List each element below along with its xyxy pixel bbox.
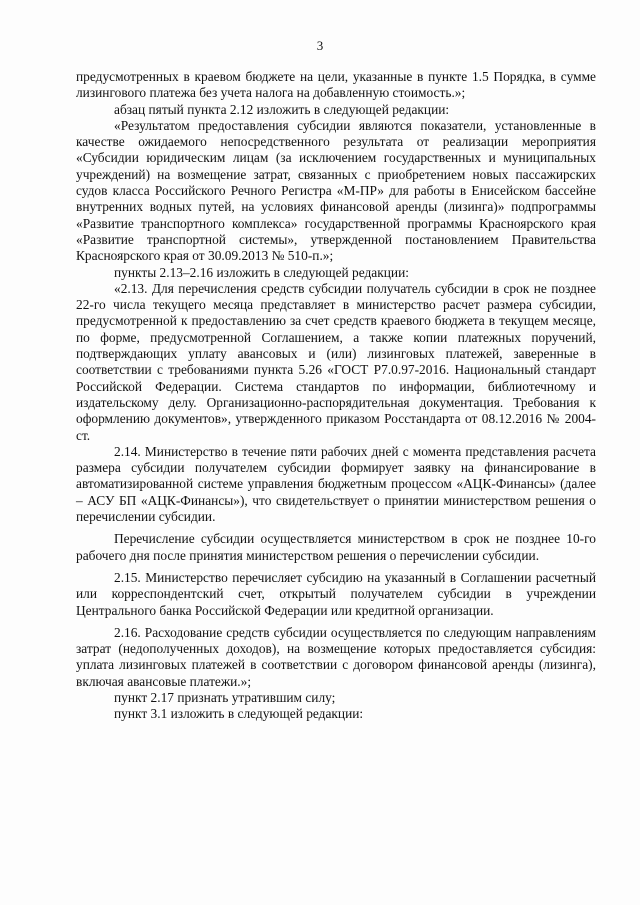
paragraph: пункт 2.17 признать утратившим силу;: [114, 689, 336, 705]
paragraph: предусмотренных в краевом бюджете на цели, указанные в пункте 1.5 Порядка, в сумме лизингового платежа без учета налога на добавленную стоимость.»;: [76, 69, 596, 101]
paragraph: пункты 2.13–2.16 изложить в следующей редакции:: [114, 264, 409, 280]
page-number: 3: [316, 38, 324, 53]
paragraph: Перечисление субсидии осуществляется министерством в срок не позднее 10-го рабочего дня после принятия министерством решения о перечислении субсидии.: [76, 531, 596, 563]
paragraph: «Результатом предоставления субсидии являются показатели, установленные в качестве ожидаемого непосредственного результата от реализации мероприятия «Субсидии юридическим лицам (за исключением государственных и муниципальных учреждений) на возмещение затрат, связанных с приобретением новых пассажирских судов класса Российского Речного Регистра «М-ПР» для работы в Енисейском бассейне внутренних водных путей, на условиях финансовой аренды (лизинга)» подпрограммы «Развитие транспортного комплекса» государственной программы Красноярского края «Развитие транспортной системы», утвержденной постановлением Правительства Красноярского края от 30.09.2013 № 510-п.»;: [76, 117, 596, 264]
paragraph: 2.15. Министерство перечисляет субсидию на указанный в Соглашении расчетный или корреспондентский счет, открытый получателем субсидии в учреждении Центрального банка Российской Федерации или кредитной организации.: [76, 569, 596, 618]
paragraph: «2.13. Для перечисления средств субсидии получатель субсидии в срок не позднее 22-го числа текущего месяца представляет в министерство расчет размера субсидии, предусмотренной к предоставлению за счет средств краевого бюджета в текущем месяце, по форме, предусмотренной Соглашением, а также копии платежных поручений, подтверждающих уплату авансовых и (или) лизинговых платежей, заверенные в соответствии с требованиями пункта 5.26 «ГОСТ Р7.0.97-2016. Национальный стандарт Российской Федерации. Система стандартов по информации, библиотечному и издательскому делу. Организационно-распорядительная документация. Требования к оформлению документов», утвержденного приказом Росстандарта от 08.12.2016 № 2004-ст.: [76, 280, 596, 443]
paragraph: 2.16. Расходование средств субсидии осуществляется по следующим направлениям затрат (недополученных доходов), на возмещение которых предоставляется субсидия: уплата лизинговых платежей в соответствии с договором финансовой аренды (лизинга), включая авансовые платежи.»;: [76, 624, 596, 689]
paragraph: абзац пятый пункта 2.12 изложить в следующей редакции:: [114, 101, 450, 117]
document-body: [76, 69, 596, 723]
paragraph: 2.14. Министерство в течение пяти рабочих дней с момента представления расчета размера субсидии получателем субсидии формирует заявку на финансирование в автоматизированной системе управления бюджетным процессом «АЦК-Финансы» (далее – АСУ БП «АЦК-Финансы»), что свидетельствует о принятии министерством решения о перечислении субсидии.: [76, 443, 596, 525]
paragraph: пункт 3.1 изложить в следующей редакции:: [114, 706, 364, 722]
